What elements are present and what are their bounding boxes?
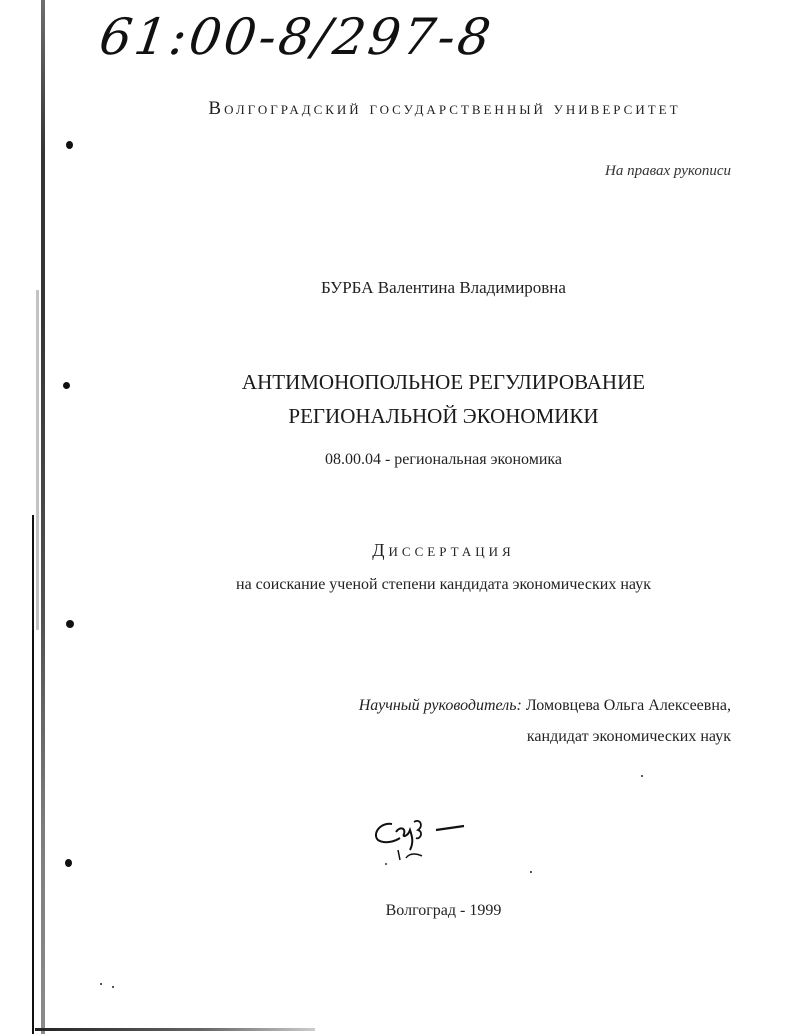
binding-edge-line: [41, 0, 45, 1034]
thesis-title-line-1: АНТИМОНОПОЛЬНОЕ РЕГУЛИРОВАНИЕ: [241, 370, 646, 394]
punch-mark-icon: [66, 141, 73, 149]
specialty-code: 08.00.04 - региональная экономика: [324, 451, 563, 468]
advisor-line: [359, 697, 731, 715]
punch-mark-icon: [66, 620, 74, 628]
scan-speck: [641, 775, 643, 777]
document-type: Диссертация: [372, 540, 515, 560]
thesis-title: [0, 365, 799, 433]
degree-statement: на соискание ученой степени кандидата экономических наук: [236, 576, 651, 593]
punch-mark-icon: [65, 859, 72, 867]
university-name: Волгоградский государственный университет: [208, 98, 681, 119]
advisor-title: кандидат экономических наук: [526, 728, 731, 745]
advisor-label: Научный руководитель:: [358, 697, 522, 714]
rights-notice: На правах рукописи: [605, 163, 731, 179]
page-bottom-edge: [35, 1028, 315, 1031]
scan-speck: [100, 983, 102, 985]
scan-speck: [530, 871, 532, 873]
author-name: БУРБА Валентина Владимировна: [321, 278, 566, 297]
advisor-name: Ломовцева Ольга Алексеевна,: [525, 697, 731, 714]
archive-code-handwritten: 61:00-8/297-8: [95, 8, 497, 66]
scan-speck: [112, 986, 114, 988]
city-year: Волгоград - 1999: [385, 902, 502, 919]
thesis-title-line-2: РЕГИОНАЛЬНОЙ ЭКОНОМИКИ: [288, 404, 599, 428]
signature-icon: [370, 812, 480, 872]
